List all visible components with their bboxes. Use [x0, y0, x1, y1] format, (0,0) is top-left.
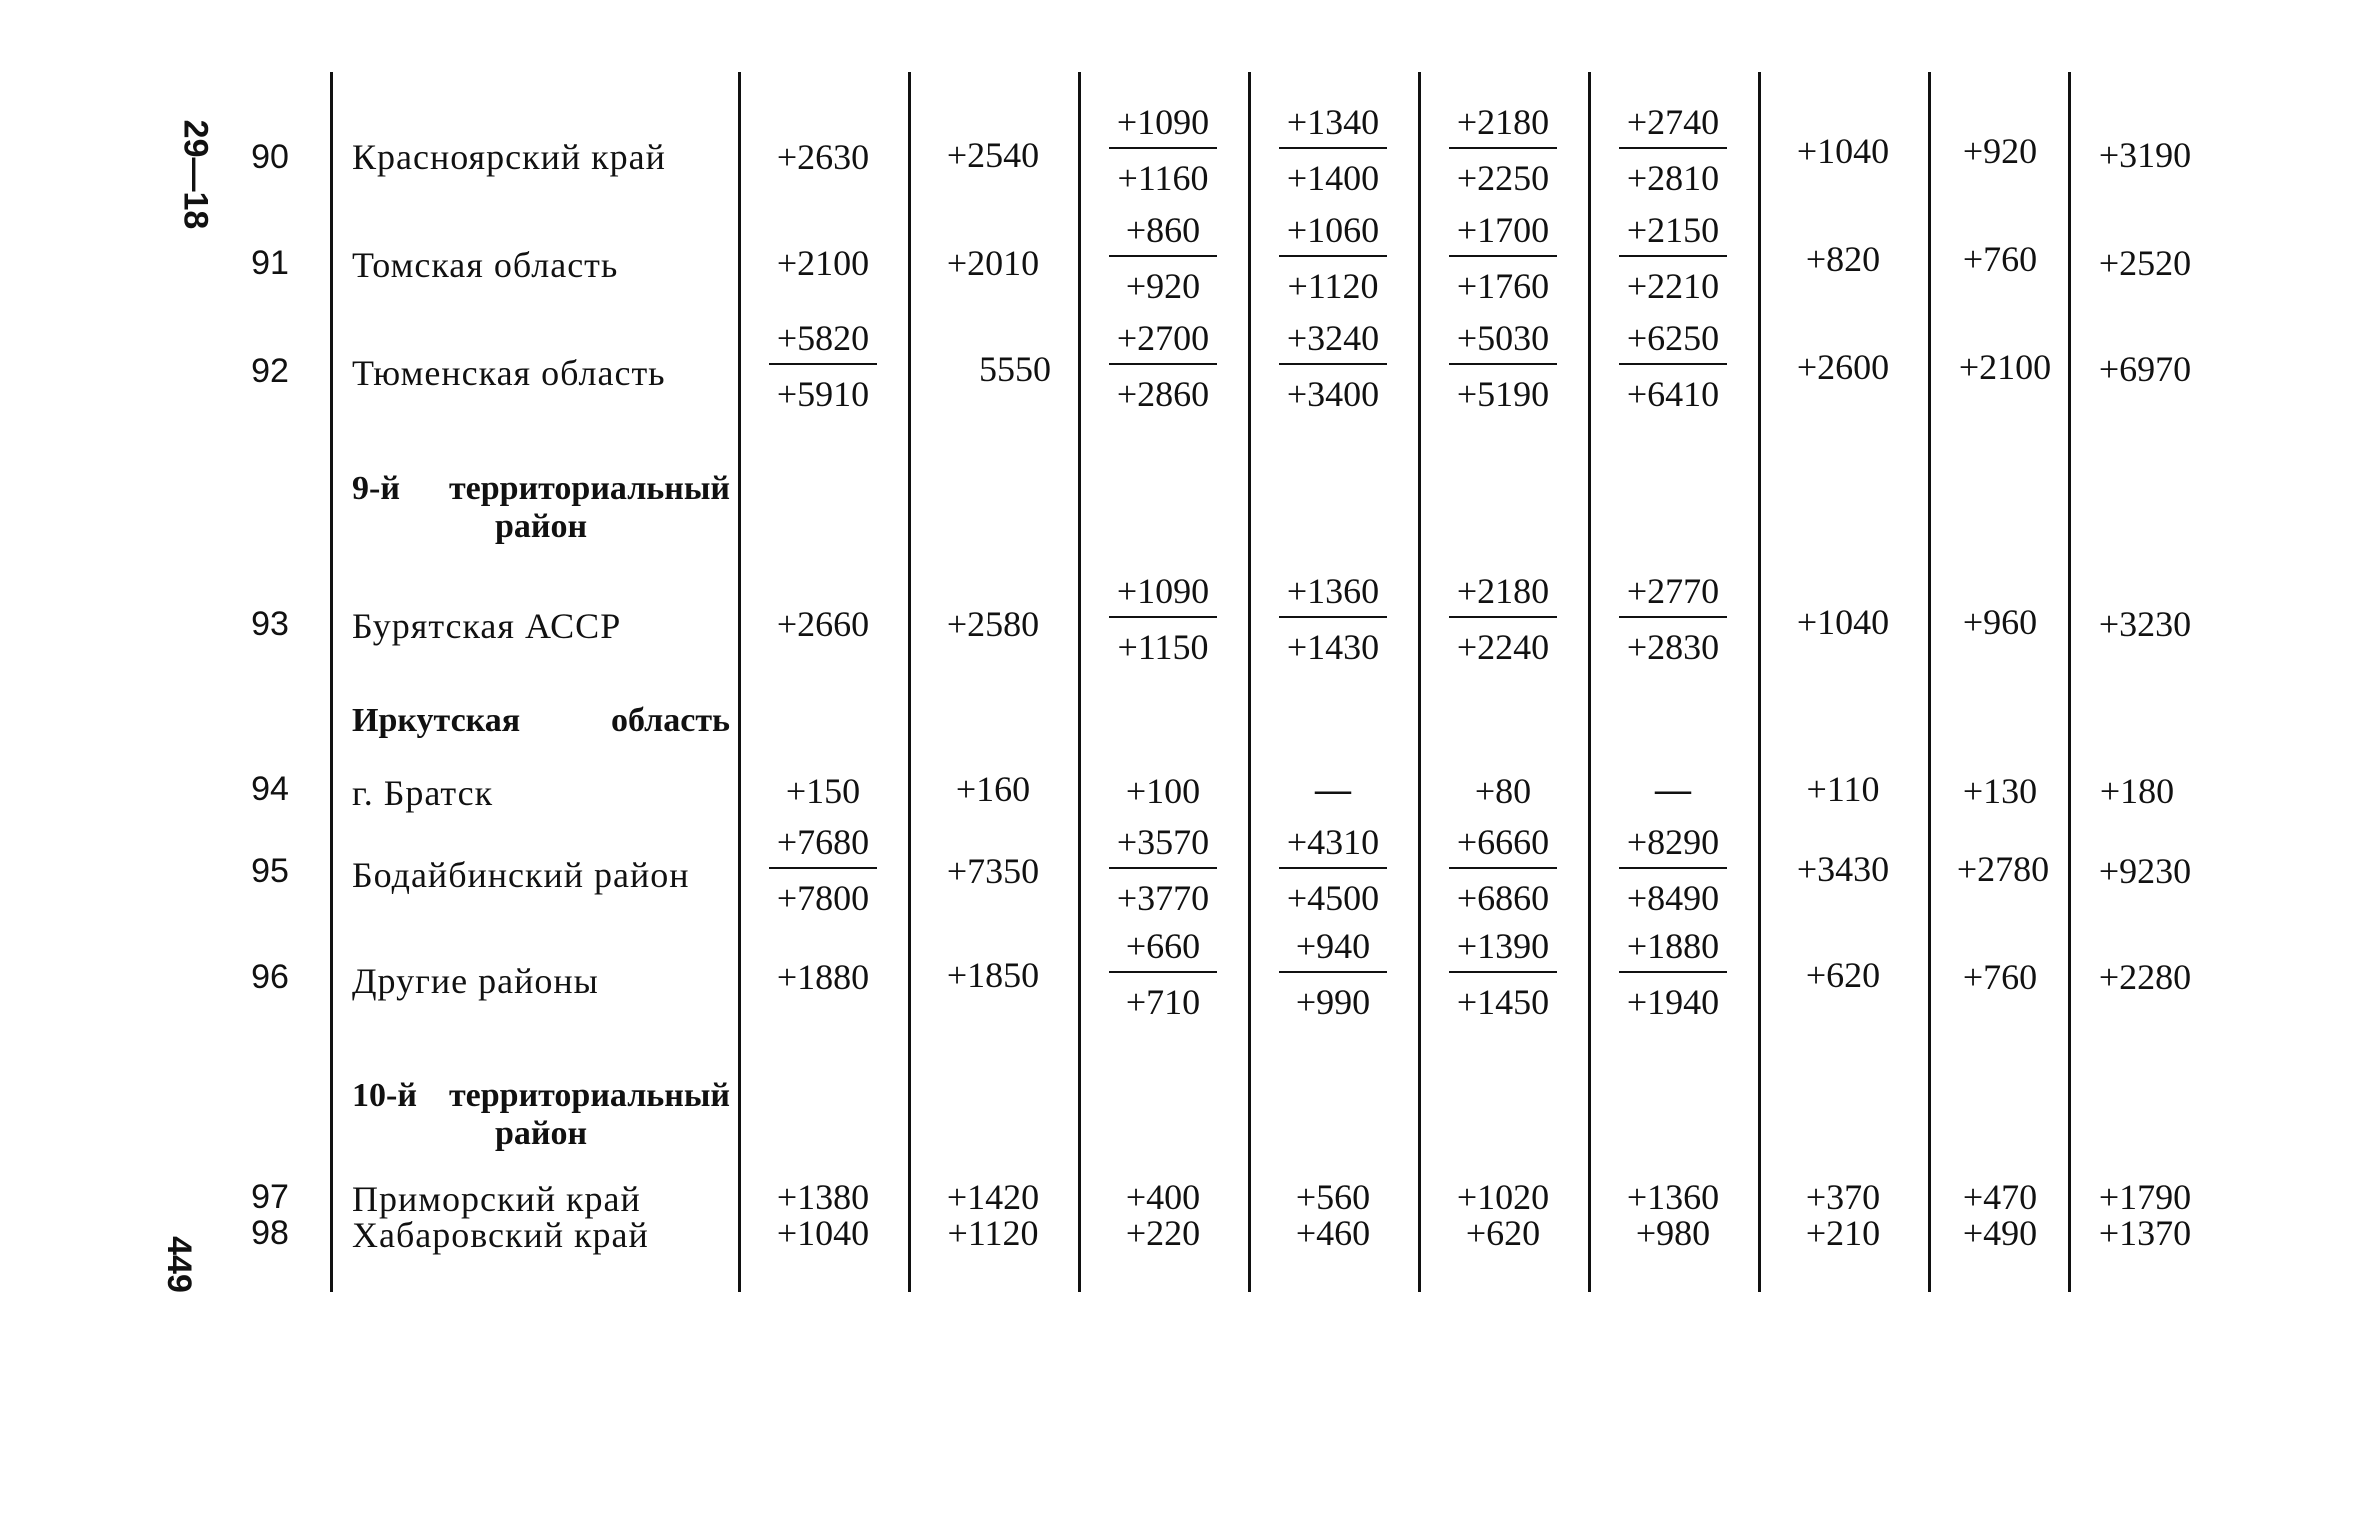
fraction-cell: +1090 +1150 [1088, 569, 1238, 669]
region-name: Бурятская АССР [352, 606, 622, 646]
fraction-cell: +5030 +5190 [1428, 316, 1578, 416]
value-cell: +1040 [776, 1213, 870, 1253]
page-marker-top: 29—18 [176, 119, 215, 230]
row-number: 92 [251, 352, 289, 390]
value-cell: +560 [1295, 1177, 1371, 1217]
row-number: 94 [251, 770, 289, 808]
column-rule [1418, 72, 1421, 1292]
row-number: 95 [251, 852, 289, 890]
fraction-cell: +2180 +2250 [1428, 100, 1578, 200]
row-number: 93 [251, 605, 289, 643]
value-cell: +820 [1805, 239, 1881, 279]
value-cell: +1420 [946, 1177, 1040, 1217]
value-cell: +2540 [946, 135, 1040, 175]
fraction-cell: +3240 +3400 [1258, 316, 1408, 416]
fraction-cell: +1340 +1400 [1258, 100, 1408, 200]
fraction-cell: +6250 +6410 [1598, 316, 1748, 416]
row-number: 96 [251, 958, 289, 996]
value-cell: +7350 [946, 851, 1040, 891]
fraction-cell: +860 +920 [1088, 208, 1238, 308]
column-rule [330, 72, 333, 1292]
fraction-cell: +6660 +6860 [1428, 820, 1578, 920]
region-name: г. Братск [352, 773, 494, 813]
value-cell: +1040 [1796, 131, 1890, 171]
value-cell: +1120 [947, 1213, 1039, 1253]
fraction-cell: +2740 +2810 [1598, 100, 1748, 200]
value-cell: +1880 [776, 957, 870, 997]
column-rule [738, 72, 741, 1292]
fraction-cell: +1090 +1160 [1088, 100, 1238, 200]
row-number: 90 [251, 138, 289, 176]
fraction-cell: +1880 +1940 [1598, 924, 1748, 1024]
region-name: Другие районы [352, 961, 599, 1001]
column-rule [1078, 72, 1081, 1292]
fraction-cell: +4310 +4500 [1258, 820, 1408, 920]
value-cell: +3430 [1796, 849, 1890, 889]
section-heading: Иркутская область [352, 702, 730, 739]
value-cell: +2600 [1796, 347, 1890, 387]
value-cell: +920 [1962, 131, 2038, 171]
value-cell: 5550 [979, 349, 1051, 389]
fraction-cell: +1700 +1760 [1428, 208, 1578, 308]
value-cell: +2520 [2098, 243, 2192, 283]
page-number: 449 [159, 1236, 198, 1293]
fraction-cell: +2700 +2860 [1088, 316, 1238, 416]
row-number: 98 [251, 1214, 289, 1252]
value-cell: +620 [1805, 955, 1881, 995]
value-cell: +490 [1962, 1213, 2038, 1253]
fraction-cell: +1360 +1430 [1258, 569, 1408, 669]
value-cell: +2280 [2098, 957, 2192, 997]
region-name: Томская область [352, 245, 619, 285]
value-cell: +2580 [946, 604, 1040, 644]
value-cell: +620 [1465, 1213, 1541, 1253]
fraction-cell: +940 +990 [1258, 924, 1408, 1024]
value-cell: +110 [1806, 769, 1880, 809]
value-cell: +130 [1962, 771, 2038, 811]
section-heading: 9-й территориальный район [352, 470, 730, 545]
fraction-cell: +1060 +1120 [1258, 208, 1408, 308]
empty-dash: — [1315, 769, 1351, 809]
fraction-cell: +660 +710 [1088, 924, 1238, 1024]
value-cell: +1850 [946, 955, 1040, 995]
section-heading: 10-й территориальный район [352, 1077, 730, 1152]
value-cell: +210 [1805, 1213, 1881, 1253]
value-cell: +6970 [2098, 349, 2192, 389]
fraction-cell: +5820 +5910 [748, 316, 898, 416]
value-cell: +460 [1295, 1213, 1371, 1253]
value-cell: +2100 [776, 243, 870, 283]
value-cell: +100 [1125, 771, 1201, 811]
region-name: Приморский край [352, 1179, 641, 1219]
value-cell: +2780 [1956, 849, 2050, 889]
value-cell: +960 [1962, 602, 2038, 642]
value-cell: +760 [1962, 957, 2038, 997]
value-cell: +2100 [1958, 347, 2052, 387]
value-cell: +80 [1474, 771, 1532, 811]
value-cell: +9230 [2098, 851, 2192, 891]
value-cell: +220 [1125, 1213, 1201, 1253]
value-cell: +150 [785, 771, 861, 811]
value-cell: +3230 [2098, 604, 2192, 644]
value-cell: +3190 [2098, 135, 2192, 175]
value-cell: +1020 [1456, 1177, 1550, 1217]
row-number: 91 [251, 244, 289, 282]
value-cell: +2660 [776, 604, 870, 644]
value-cell: +980 [1635, 1213, 1711, 1253]
value-cell: +1360 [1626, 1177, 1720, 1217]
value-cell: +760 [1962, 239, 2038, 279]
fraction-cell: +8290 +8490 [1598, 820, 1748, 920]
row-number: 97 [251, 1178, 289, 1216]
value-cell: +160 [955, 769, 1031, 809]
value-cell: +2630 [776, 137, 870, 177]
fraction-cell: +2180 +2240 [1428, 569, 1578, 669]
region-name: Красноярский край [352, 137, 666, 177]
fraction-cell: +3570 +3770 [1088, 820, 1238, 920]
column-rule [908, 72, 911, 1292]
fraction-cell: +2150 +2210 [1598, 208, 1748, 308]
fraction-cell: +7680 +7800 [748, 820, 898, 920]
fraction-cell: +2770 +2830 [1598, 569, 1748, 669]
value-cell: +370 [1805, 1177, 1881, 1217]
region-name: Хабаровский край [352, 1215, 649, 1255]
value-cell: +180 [2099, 771, 2175, 811]
value-cell: +400 [1125, 1177, 1201, 1217]
column-rule [1248, 72, 1251, 1292]
value-cell: +1380 [776, 1177, 870, 1217]
value-cell: +1790 [2098, 1177, 2192, 1217]
region-name: Бодайбинский район [352, 855, 690, 895]
column-rule [1588, 72, 1591, 1292]
value-cell: +2010 [946, 243, 1040, 283]
column-rule [1758, 72, 1761, 1292]
value-cell: +1370 [2098, 1213, 2192, 1253]
region-name: Тюменская область [352, 353, 666, 393]
value-cell: +470 [1962, 1177, 2038, 1217]
empty-dash: — [1655, 769, 1691, 809]
fraction-cell: +1390 +1450 [1428, 924, 1578, 1024]
value-cell: +1040 [1796, 602, 1890, 642]
